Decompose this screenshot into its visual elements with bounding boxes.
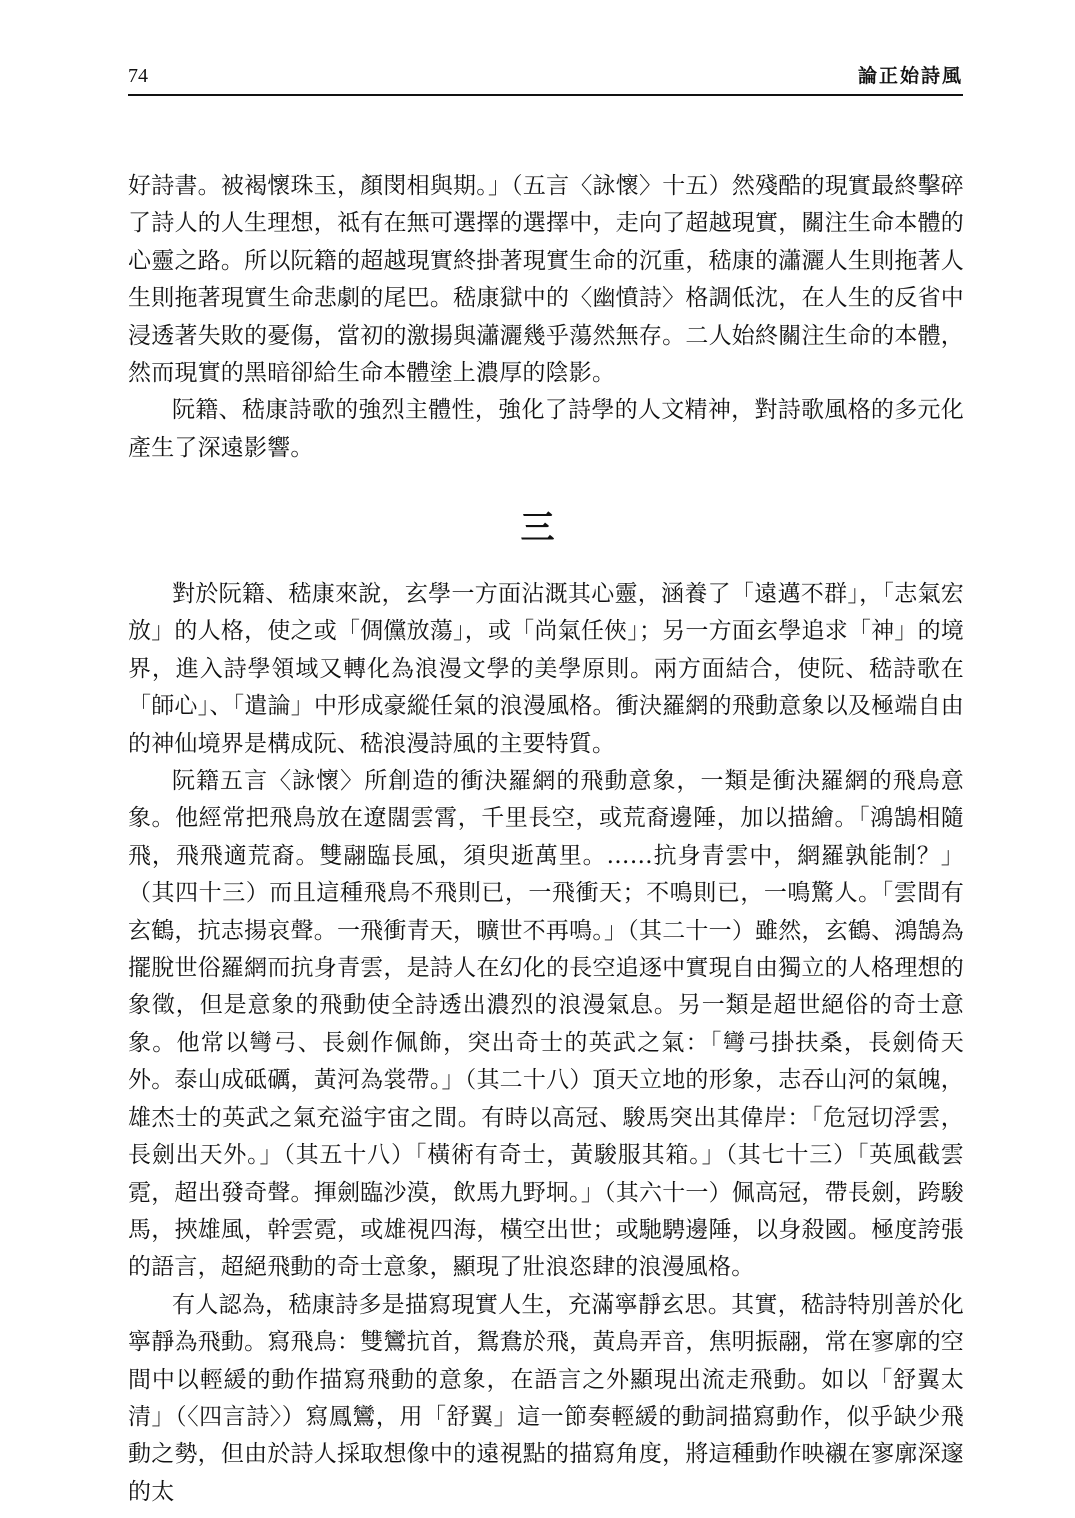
paragraph: 有人認為，嵇康詩多是描寫現實人生，充滿寧靜玄思。其實，嵇詩特別善於化寧靜為飛動。寫飛鳥：雙鸞抗首，鴛鴦於飛，黃鳥弄音，焦明振翮，常在寥廓的空間中以輕緩的動作描寫飛動的意象，在語言之外顯現出流走飛動。如以「舒翼太清」（〈四言詩〉）寫鳳鸞，用「舒翼」這一節奏輕緩的動詞描寫動作，似乎缺少飛動之勢，但由於詩人採取想像中的遠視點的描寫角度，將這種動作映襯在寥廓深邃的太 — [128, 1291, 964, 1505]
paragraph: 阮籍五言〈詠懷〉所創造的衝決羅網的飛動意象，一類是衝決羅網的飛鳥意象。他經常把飛鳥放在遼闊雲霄，千里長空，或荒裔邊陲，加以描繪。「鴻鵠相隨飛，飛飛適荒裔。雙翮臨長風，須臾逝萬里。……抗身青雲中，網羅孰能制？」（其四十三）而且這種飛鳥不飛則已，一飛衝天；不鳴則已，一鳴驚人。「雲間有玄鶴，抗志揚哀聲。一飛衝青天，曠世不再鳴。」（其二十一）雖然，玄鶴、鴻鵠為擺脫世俗羅網而抗身青雲，是詩人在幻化的長空追逐中實現自由獨立的人格理想的象徵，但是意象的飛動使全詩透出濃烈的浪漫氣息。另一類是超世絕俗的奇士意象。他常以彎弓、長劍作佩飾，突出奇士的英武之氣：「彎弓掛扶桑，長劍倚天外。泰山成砥礪，黃河為裳帶。」（其二十八）頂天立地的形象，志吞山河的氣魄，雄杰士的英武之氣充溢宇宙之間。有時以高冠、駿馬突出其偉岸：「危冠切浮雲，長劍出天外。」（其五十八）「橫術有奇士，黃駿服其箱。」（其七十三）「英風截雲霓，超出發奇聲。揮劍臨沙漠，飲馬九野坰。」（其六十一）佩高冠，帶長劍，跨駿馬，挾雄風，幹雲霓，或雄視四海，橫空出世；或馳騁邊陲，以身殺國。極度誇張的語言，超絕飛動的奇士意象，顯現了壯浪恣肆的浪漫風格。 — [128, 768, 964, 1281]
text-block-before-heading — [128, 168, 964, 467]
paragraph: 對於阮籍、嵇康來說，玄學一方面沾溉其心靈，涵養了「遠邁不群」，「志氣宏放」的人格，使之或「倜儻放蕩」，或「尚氣任俠」；另一方面玄學追求「神」的境界，進入詩學領域又轉化為浪漫文學的美學原則。兩方面結合，使阮、嵇詩歌在「師心」、「遣論」中形成豪縱任氣的浪漫風格。衝決羅網的飛動意象以及極端自由的神仙境界是構成阮、嵇浪漫詩風的主要特質。 — [128, 581, 964, 757]
section-heading: 三 — [520, 508, 555, 548]
running-title: 論正始詩風 — [857, 65, 963, 87]
paragraph: 阮籍、嵇康詩歌的強烈主體性，強化了詩學的人文精神，對詩歌風格的多元化產生了深遠影響。 — [128, 397, 964, 461]
page-number: 74 — [128, 65, 148, 87]
text-block-after-heading — [128, 576, 964, 1511]
paragraph-continued: 好詩書。被褐懷珠玉，顏閔相與期。」（五言〈詠懷〉十五）然殘酷的現實最終擊碎了詩人的人生理想，祗有在無可選擇的選擇中，走向了超越現實，關注生命本體的心靈之路。所以阮籍的超越現實終掛著現實生命的沉重，嵇康的瀟灑人生則拖著人生則拖著現實生命悲劇的尾巴。嵇康獄中的〈幽憤詩〉格調低沈，在人生的反省中浸透著失敗的憂傷，當初的激揚與瀟灑幾乎蕩然無存。二人始終關注生命的本體，然而現實的黑暗卻給生命本體塗上濃厚的陰影。 — [128, 173, 964, 387]
page-header — [128, 64, 963, 96]
